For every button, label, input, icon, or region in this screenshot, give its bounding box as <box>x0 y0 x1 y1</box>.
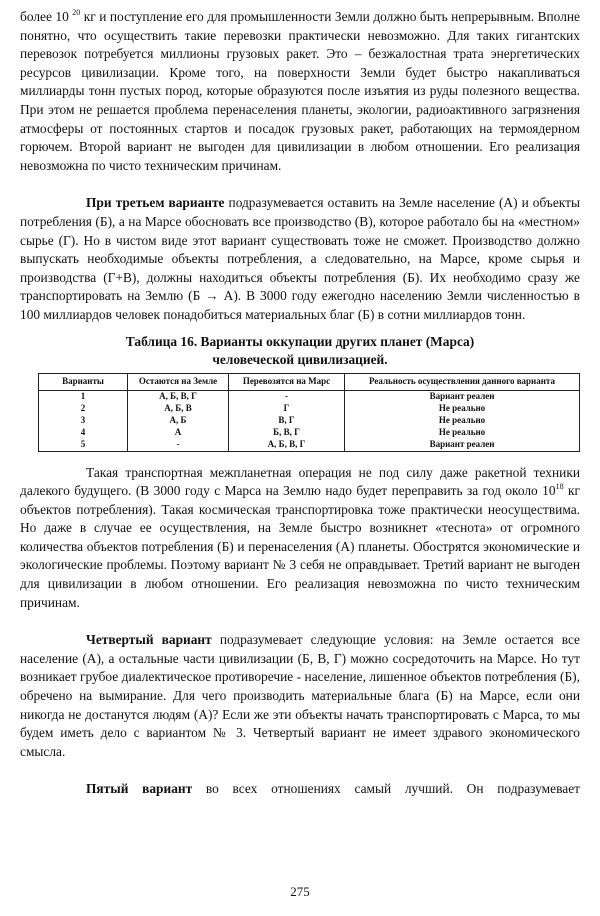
variant-heading: Пятый вариант <box>86 781 193 797</box>
table-cell: 2 <box>39 403 128 415</box>
table-row <box>39 427 580 439</box>
text-run: Такая транспортная межпланетная операция не под силу даже ракетной техники далекого будущего. (В 3000 году с Марса на Землю надо будет переправить за год около 10 <box>20 464 580 499</box>
table-cell: В, Г <box>229 415 345 427</box>
table-cell: - <box>229 390 345 403</box>
paragraph-transport-continued <box>20 8 580 175</box>
column-header: Реальность осуществления данного варианта <box>345 373 580 390</box>
table-cell: А <box>128 427 229 439</box>
column-header: Остаются на Земле <box>128 373 229 390</box>
table-caption <box>20 333 580 369</box>
table-row <box>39 415 580 427</box>
table-cell: А, Б, В, Г <box>229 439 345 452</box>
page-body <box>20 8 580 799</box>
table-cell: Г <box>229 403 345 415</box>
paragraph-third-variant <box>20 194 580 324</box>
table-cell: А, Б, В <box>128 403 229 415</box>
paragraph-transport-operation <box>20 464 580 613</box>
table-cell: Вариант реален <box>345 439 580 452</box>
text-run: во всех отношениях самый лучший. Он подразумевает <box>192 781 580 797</box>
table-cell: - <box>128 439 229 452</box>
table-cell: Не реально <box>345 415 580 427</box>
text-run: кг объектов потребления). Такая космическая транспортировка тоже практически неосуществима. Но даже в случае ее осуществления, на Земле быстро возникнет «теснота» от огромного количества объектов потребления (Б) и перенаселения (А) планеты. Обострятся экономические и экологические проблемы. Поэтому вариант № 3 себя не оправдывает. Третий вариант не выгоден для цивилизации в любом отношении. Его реализация невозможна по чисто техническим причинам. <box>20 483 580 610</box>
paragraph-fourth-variant <box>20 631 580 761</box>
table-row <box>39 439 580 452</box>
table-caption-line: человеческой цивилизацией. <box>212 351 388 367</box>
variant-heading: При третьем варианте <box>86 195 225 211</box>
text-run: подразумевается оставить на Земле население (А) и объекты потребления (Б), а на Марсе обосновать все производство (В), которое работало бы на «местном» сырье (Г). Но в чистом виде этот вариант существовать тоже не сможет. Производство должно выпускать необходимые объекты потребления, а следовательно, на Марсе, кроме сырья и производства (Г+В), должны находиться объекты потребления (Б). Их необходимо сразу же транспортировать на Землю (Б → А). В 3000 году ежегодно населению Земли численностью в 100 миллиардов человек понадобиться материальных благ (Б) в сотни миллиардов тонн. <box>20 195 580 322</box>
table-cell: Не реально <box>345 427 580 439</box>
text-run: подразумевает следующие условия: на Земле остается все население (А), а остальные части цивилизации (Б, В, Г) можно сосредоточить на Марсе. Но тут возникает грубое диалектическое противоречие - население, лишенное объектов потребления (Б), обречено на вымирание. Для чего производить материальные блага (Б) на Марсе, если они никогда не достанутся людям (А)? Если же эти объекты начать транспортировать с Марса, то мы будем иметь дело с вариантом № 3. Четвертый вариант не имеет здравого экономического смысла. <box>20 632 581 759</box>
exponent: 20 <box>72 8 81 17</box>
paragraph-fifth-variant <box>20 780 580 799</box>
table-cell: А, Б, В, Г <box>128 390 229 403</box>
text-run: кг и поступление его для промышленности Земли должно быть непрерывным. Вполне понятно, что осуществить такие перевозки практически невозможно. Для таких гигантских перевозок потребуется миллионы грузовых ракет. Это – безжалостная трата энергетических ресурсов цивилизации. Кроме того, на поверхности Земли будет быстро накапливаться миллиарды тонн пустых пород, которые образуются после изъятия из руды полезного вещества. При этом не решается проблема перенаселения планеты, экологии, радиоактивного загрязнения атмосферы от постоянных стартов и посадок грузовых ракет, работающих на термоядерном горючем. Второй вариант не выгоден для цивилизации в любом отношении. Его реализация невозможна по чисто техническим причинам. <box>20 9 580 173</box>
text-run: более 10 <box>20 9 73 24</box>
table-cell: А, Б <box>128 415 229 427</box>
column-header: Варианты <box>39 373 128 390</box>
table-cell: 1 <box>39 390 128 403</box>
table-row <box>39 390 580 403</box>
table-cell: 5 <box>39 439 128 452</box>
variant-heading: Четвертый вариант <box>86 632 212 648</box>
page-number: 275 <box>290 884 310 899</box>
table-caption-line: Таблица 16. Варианты оккупации других планет (Марса) <box>125 333 475 349</box>
table-cell: Б, В, Г <box>229 427 345 439</box>
table-cell: 3 <box>39 415 128 427</box>
table-cell: Не реально <box>345 403 580 415</box>
table-row <box>39 403 580 415</box>
exponent: 18 <box>555 482 564 492</box>
variants-table <box>38 373 580 452</box>
column-header: Перевозятся на Марс <box>229 373 345 390</box>
table-cell: 4 <box>39 427 128 439</box>
table-cell: Вариант реален <box>345 390 580 403</box>
table-header-row <box>39 373 580 390</box>
